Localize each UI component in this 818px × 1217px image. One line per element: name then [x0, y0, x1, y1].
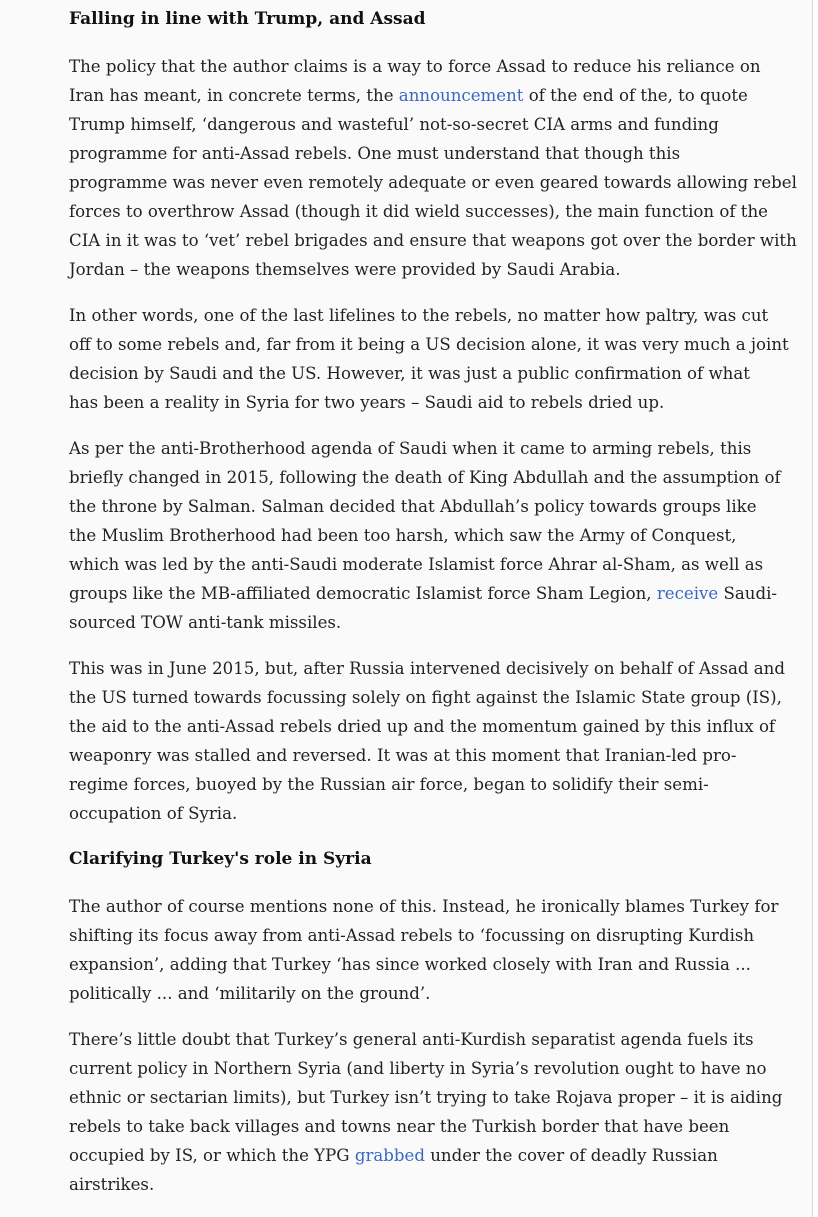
text-line: decision by Saudi and the US. However, it was just a public confirmation of what: [69, 364, 750, 383]
text-line: shifting its focus away from anti-Assad rebels to ‘focussing on disrupting Kurdish: [69, 926, 755, 945]
text-line: politically ... and ‘militarily on the ground’.: [69, 984, 431, 1003]
text-line: Trump himself, ‘dangerous and wasteful’ not-so-secret CIA arms and funding: [69, 115, 719, 134]
paragraph-author-mentions: [69, 892, 779, 1008]
text-fragment: Saudi-: [718, 584, 777, 603]
text-line: Jordan – the weapons themselves were provided by Saudi Arabia.: [69, 260, 621, 279]
text-line: The author of course mentions none of this. Instead, he ironically blames Turkey for: [69, 897, 779, 916]
text-line: occupation of Syria.: [69, 804, 238, 823]
text-line: the Muslim Brotherhood had been too harsh, which saw the Army of Conquest,: [69, 526, 737, 545]
window-edge: [813, 0, 818, 1217]
text-fragment: under the cover of deadly Russian: [424, 1146, 718, 1165]
text-line: There’s little doubt that Turkey’s general anti-Kurdish separatist agenda fuels its: [69, 1030, 754, 1049]
text-fragment: of the end of the, to quote: [523, 86, 748, 105]
text-line: which was led by the anti-Saudi moderate Islamist force Ahrar al-Sham, as well as: [69, 555, 764, 574]
paragraph-june-2015: [69, 654, 785, 828]
text-line: [69, 579, 777, 608]
text-line: [69, 81, 759, 110]
text-line: expansion’, adding that Turkey ‘has since worked closely with Iran and Russia ...: [69, 955, 751, 974]
text-line: As per the anti-Brotherhood agenda of Saudi when it came to arming rebels, this: [69, 439, 752, 458]
text-line: briefly changed in 2015, following the death of King Abdullah and the assumption of: [69, 468, 781, 487]
text-line: ethnic or sectarian limits), but Turkey isn’t trying to take Rojava proper – it is aiding: [69, 1088, 783, 1107]
section-heading-turkey-role: Clarifying Turkey's role in Syria: [69, 849, 372, 869]
text-line: has been a reality in Syria for two years – Saudi aid to rebels dried up.: [69, 393, 665, 412]
text-line: the US turned towards focussing solely on fight against the Islamic State group (IS),: [69, 688, 782, 707]
text-line: The policy that the author claims is a way to force Assad to reduce his reliance on: [69, 57, 761, 76]
paragraph-turkey-agenda: [69, 1025, 783, 1199]
text-line: programme was never even remotely adequate or even geared towards allowing rebel: [69, 173, 797, 192]
text-line: [69, 1141, 759, 1170]
text-line: CIA in it was to ‘vet’ rebel brigades and ensure that weapons got over the border with: [69, 231, 797, 250]
text-line: the throne by Salman. Salman decided that Abdullah’s policy towards groups like: [69, 497, 757, 516]
text-line: In other words, one of the last lifelines to the rebels, no matter how paltry, was cut: [69, 306, 769, 325]
text-line: rebels to take back villages and towns near the Turkish border that have been: [69, 1117, 730, 1136]
paragraph-policy: [69, 52, 797, 284]
section-heading-trump-assad: Falling in line with Trump, and Assad: [69, 9, 426, 29]
grabbed-link[interactable]: grabbed: [354, 1146, 425, 1165]
text-line: programme for anti-Assad rebels. One must understand that though this: [69, 144, 681, 163]
text-fragment: Iran has meant, in concrete terms, the: [69, 86, 399, 105]
text-line: airstrikes.: [69, 1175, 155, 1194]
text-line: weaponry was stalled and reversed. It was at this moment that Iranian-led pro-: [69, 746, 737, 765]
text-fragment: occupied by IS, or which the YPG: [69, 1146, 355, 1165]
text-line: regime forces, buoyed by the Russian air force, began to solidify their semi-: [69, 775, 709, 794]
article-body: [69, 5, 797, 1216]
text-line: This was in June 2015, but, after Russia intervened decisively on behalf of Assad and: [69, 659, 785, 678]
text-line: current policy in Northern Syria (and liberty in Syria’s revolution ought to have no: [69, 1059, 767, 1078]
text-line: sourced TOW anti-tank missiles.: [69, 613, 342, 632]
text-fragment: groups like the MB-affiliated democratic Islamist force Sham Legion,: [69, 584, 657, 603]
paragraph-lifelines: [69, 301, 789, 417]
paragraph-brotherhood: [69, 434, 781, 637]
text-line: forces to overthrow Assad (though it did wield successes), the main function of the: [69, 202, 768, 221]
receive-link[interactable]: receive: [656, 584, 719, 603]
text-line: off to some rebels and, far from it being a US decision alone, it was very much a joint: [69, 335, 789, 354]
announcement-link[interactable]: announcement: [398, 86, 524, 105]
text-line: the aid to the anti-Assad rebels dried up and the momentum gained by this influx of: [69, 717, 776, 736]
